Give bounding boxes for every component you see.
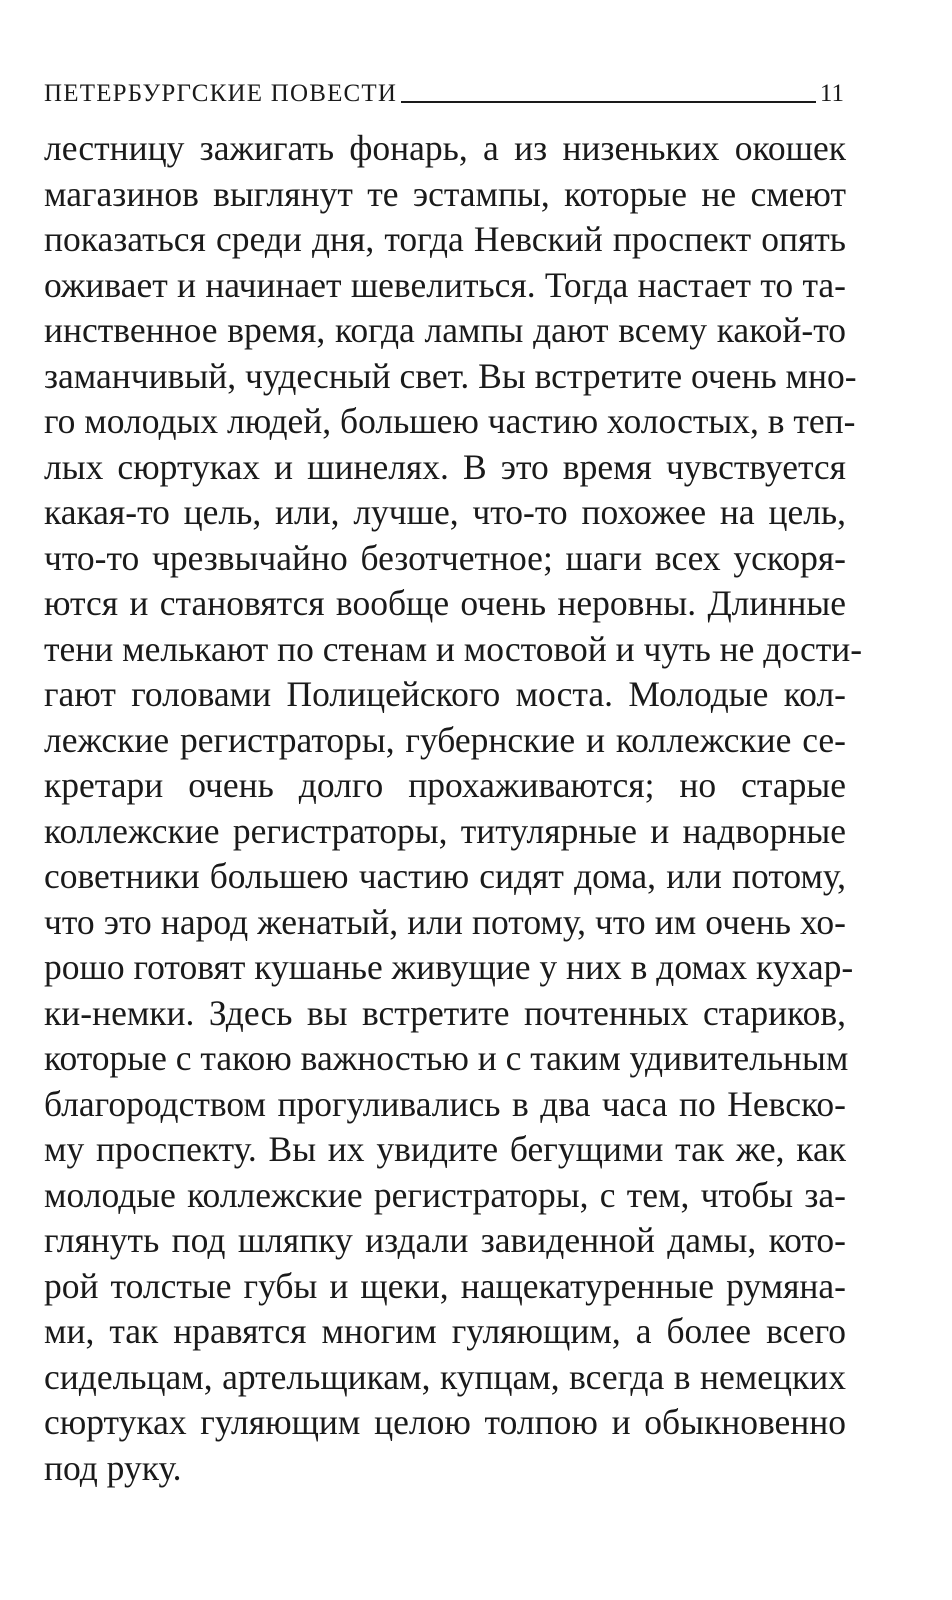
text-line: советники большею частию сидят дома, или потому, xyxy=(44,856,846,896)
text-line: магазинов выглянут те эстампы, которые не смеют xyxy=(44,173,846,214)
text-line-last: под руку. xyxy=(44,1447,182,1488)
running-head xyxy=(44,70,844,106)
text-line: показаться среди дня, тогда Невский проспект опять xyxy=(44,219,846,259)
text-line: рошо готовят кушанье живущие у них в домах кухар- xyxy=(44,947,854,987)
text-line: лежские регистраторы, губернские и коллежские се- xyxy=(44,719,846,760)
text-line: что-то чрезвычайно безотчетное; шаги всех ускоря- xyxy=(44,537,846,578)
text-line: сюртуках гуляющим целою толпою и обыкновенно xyxy=(44,1402,846,1442)
text-line: что это народ женатый, или потому, что им очень хо- xyxy=(44,901,846,942)
text-line: сидельцам, артельщикам, купцам, всегда в немецких xyxy=(44,1356,846,1397)
text-line: коллежские регистраторы, титулярные и надворные xyxy=(44,810,846,851)
text-line: ми, так нравятся многим гуляющим, а более всего xyxy=(44,1311,846,1351)
text-line: которые с такою важностью и с таким удивительным xyxy=(44,1038,849,1078)
text-line: лых сюртуках и шинелях. В это время чувствуется xyxy=(44,446,846,487)
text-line: кретари очень долго прохаживаются; но старые xyxy=(44,765,846,805)
text-line: рой толстые губы и щеки, нащекатуренные румяна- xyxy=(44,1265,846,1306)
text-line: ются и становятся вообще очень неровны. Длинные xyxy=(44,583,846,623)
text-line: заманчивый, чудесный свет. Вы встретите очень мно- xyxy=(44,355,857,396)
running-title: ПЕТЕРБУРГСКИЕ ПОВЕСТИ xyxy=(44,80,398,107)
text-line: оживает и начинает шевелиться. Тогда настает то та- xyxy=(44,264,846,305)
text-line: какая-то цель, или, лучше, что-то похожее на цель, xyxy=(44,492,846,532)
text-line: инственное время, когда лампы дают всему какой-то xyxy=(44,310,846,350)
text-line: лестницу зажигать фонарь, а из низеньких окошек xyxy=(44,128,846,168)
page-number: 11 xyxy=(819,80,844,107)
text-line: ки-немки. Здесь вы встретите почтенных стариков, xyxy=(44,992,846,1033)
body-text xyxy=(44,126,863,1491)
text-line: го молодых людей, большею частию холостых, в теп- xyxy=(44,401,856,441)
text-line: гают головами Полицейского моста. Молодые кол- xyxy=(44,674,846,714)
text-line: му проспекту. Вы их увидите бегущими так же, как xyxy=(44,1129,846,1169)
text-line: благородством прогуливались в два часа по Невско- xyxy=(44,1083,846,1124)
running-head-rule xyxy=(401,101,816,103)
text-line: тени мелькают по стенам и мостовой и чуть не дости- xyxy=(44,628,863,669)
text-line: молодые коллежские регистраторы, с тем, чтобы за- xyxy=(44,1174,846,1215)
text-line: глянуть под шляпку издали завиденной дамы, кото- xyxy=(44,1220,846,1260)
